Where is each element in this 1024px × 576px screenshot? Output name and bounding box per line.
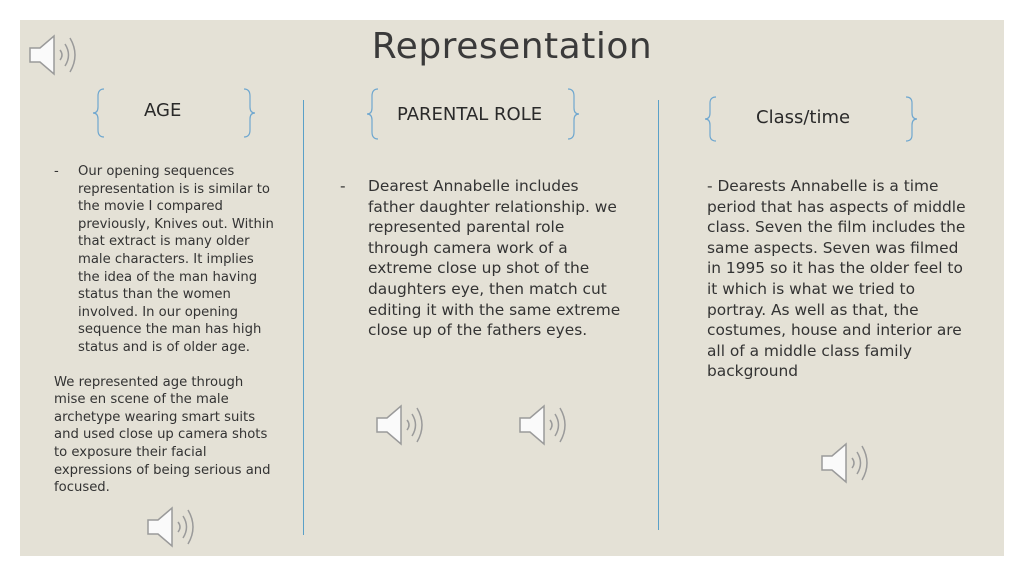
heading-age: AGE (144, 100, 182, 121)
list-item (340, 176, 624, 341)
right-brace-icon (904, 96, 918, 142)
heading-class-time: Class/time (756, 107, 851, 128)
age-column-text (54, 163, 274, 497)
column-divider (658, 100, 659, 530)
speaker-icon[interactable] (516, 400, 576, 450)
speaker-icon[interactable] (373, 400, 433, 450)
speaker-icon[interactable] (818, 438, 878, 488)
column-divider (303, 100, 304, 535)
parental-role-bullet-text: Dearest Annabelle includes father daughter relationship. we represented parental role through camera work of a extreme close up shot of the daughters eye, then match cut editing it with the same extreme close up of the fathers eyes. (368, 177, 621, 340)
age-bullet-text: Our opening sequences representation is is similar to the movie I compared previously, Knives out. Within that extract is many older male characters. It implies the idea of the man having status than the women involved. In our opening sequence the man has high status and is of older age. (78, 164, 274, 355)
heading-parental-role: PARENTAL ROLE (397, 104, 543, 125)
slide-title: Representation (371, 26, 653, 67)
class-time-column-text (707, 176, 969, 382)
left-brace-icon (366, 88, 380, 140)
bullet-marker: - (54, 164, 59, 179)
parental-role-column-text (340, 176, 624, 341)
slide (20, 20, 1004, 556)
age-paragraph: We represented age through mise en scene of the male archetype wearing smart suits and used close up camera shots to exposure their facial expressions of being serious and focused. (54, 374, 271, 496)
class-time-paragraph: - Dearests Annabelle is a time period that has aspects of middle class. Seven the film includes the same aspects. Seven was filmed in 1995 so it has the older feel to it which is what we tried to portray. As well as that, the costumes, house and interior are all of a middle class family background (707, 177, 966, 381)
list-item (54, 163, 274, 357)
left-brace-icon (92, 88, 106, 138)
right-brace-icon (242, 88, 256, 138)
bullet-marker: - (340, 177, 346, 195)
left-brace-icon (704, 96, 718, 142)
speaker-icon[interactable] (26, 30, 86, 80)
speaker-icon[interactable] (144, 502, 204, 552)
right-brace-icon (566, 88, 580, 140)
